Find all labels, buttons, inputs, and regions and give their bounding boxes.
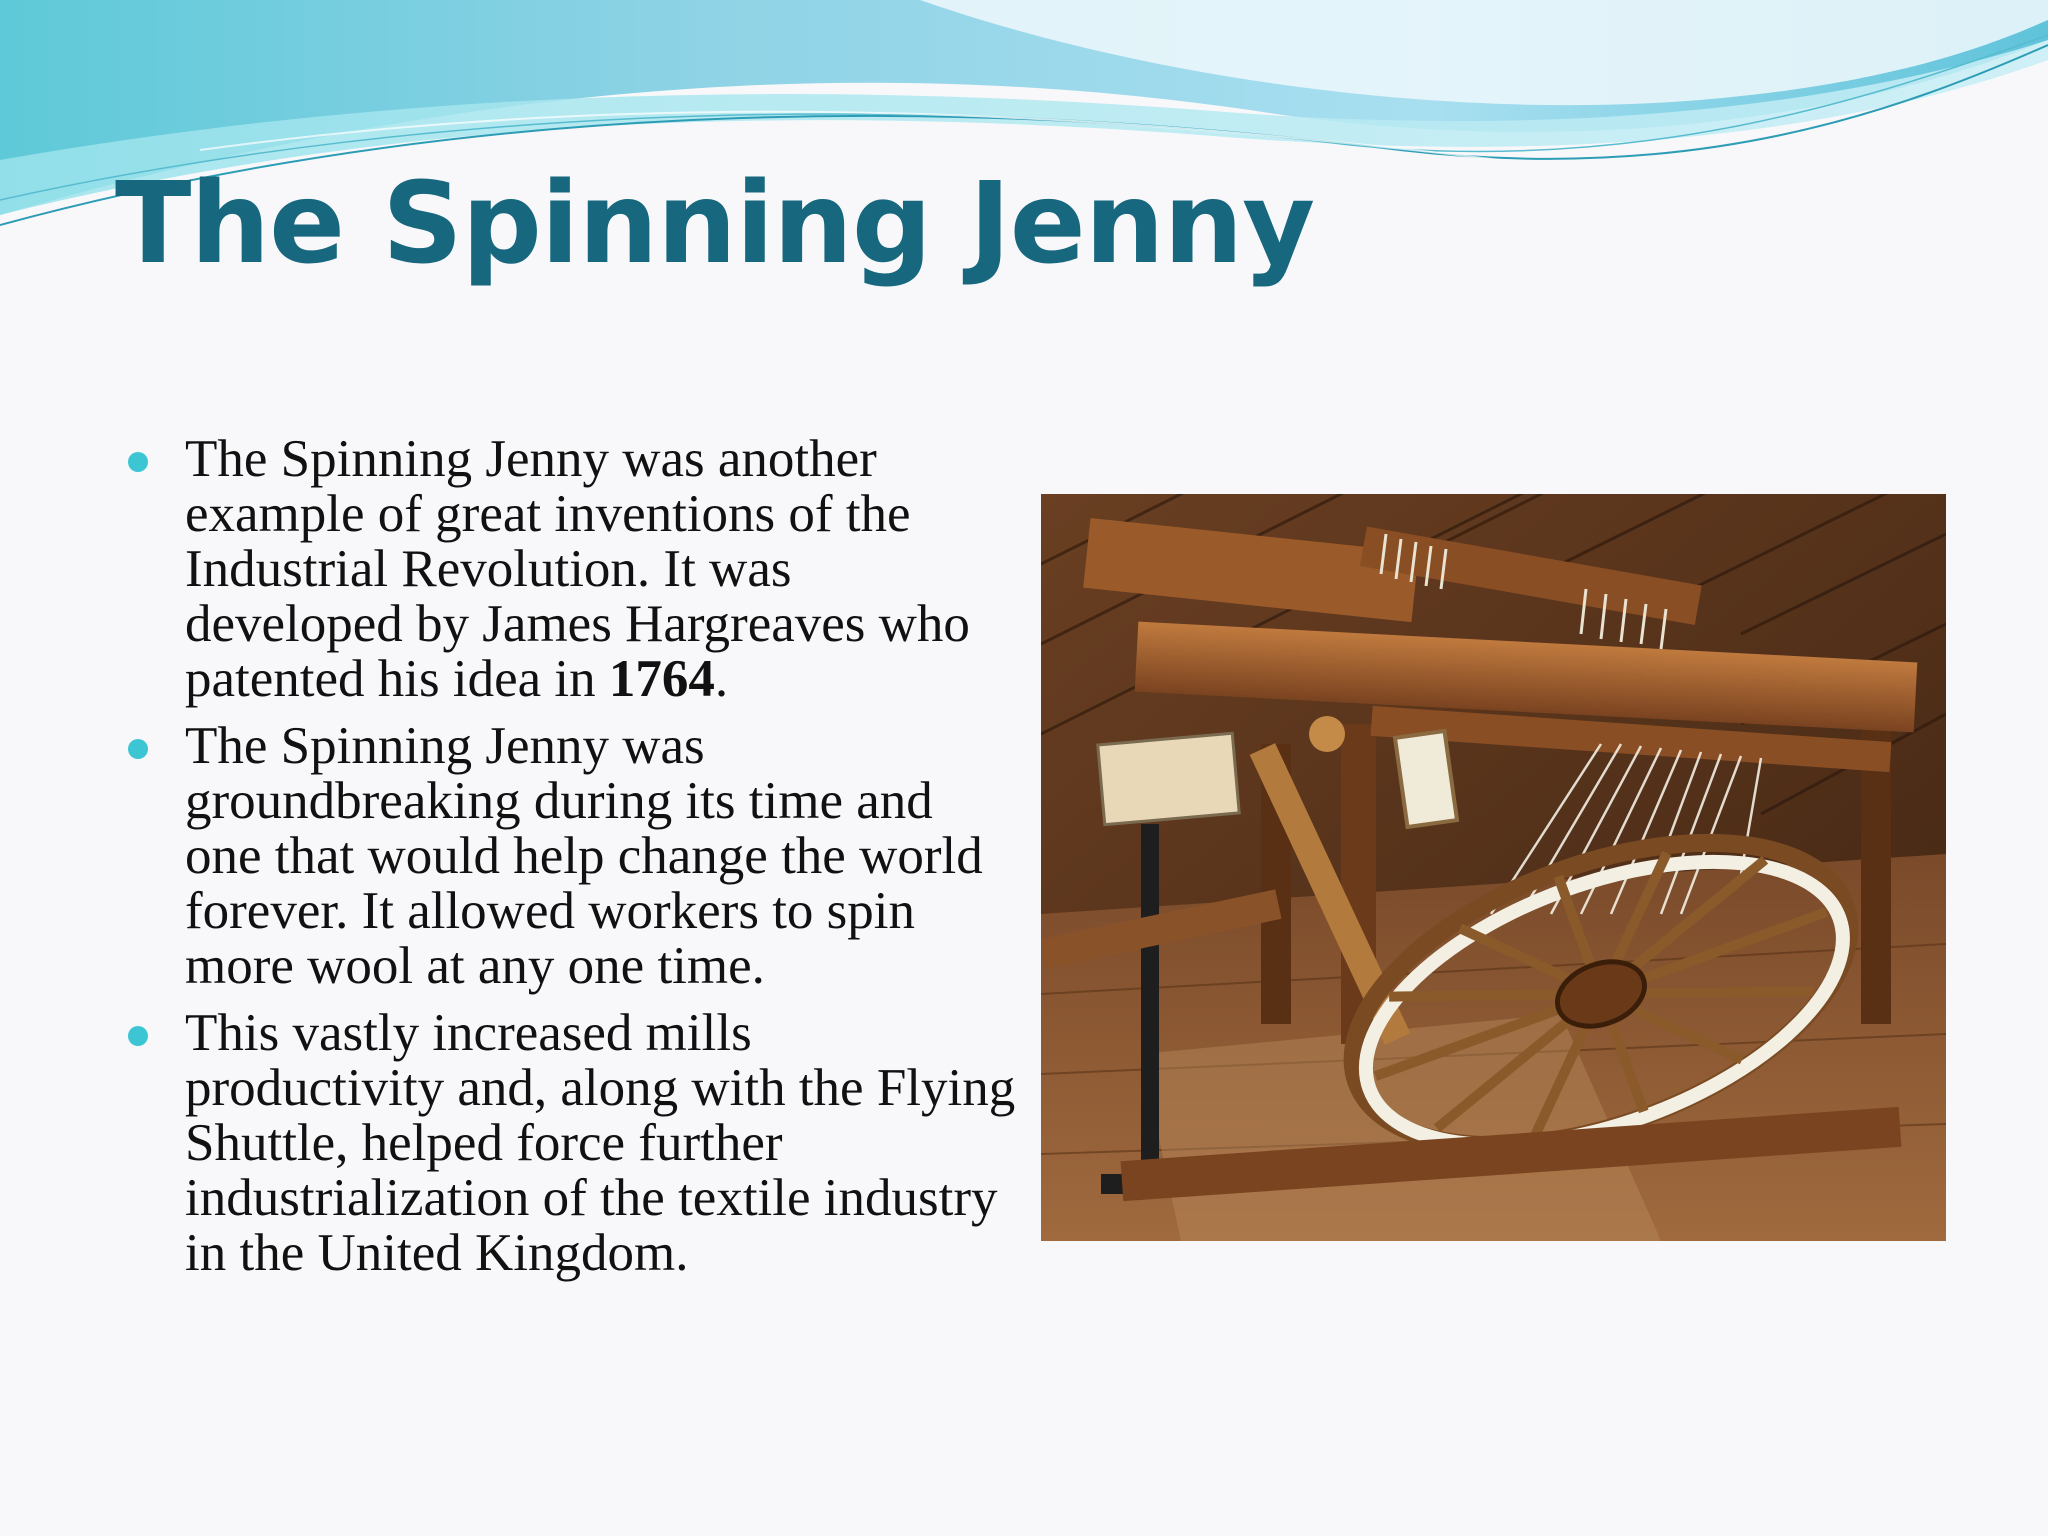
slide-title: The Spinning Jenny xyxy=(115,159,1315,289)
bullet-text-end: . xyxy=(714,650,729,708)
bullet-text: The Spinning Jenny was groundbreaking during its time and one that would help change the world forever. It allowed workers to spin more wool at any one time. xyxy=(185,717,983,995)
bullet-icon xyxy=(128,452,148,472)
spinning-jenny-photo xyxy=(1041,494,1946,1241)
bullet-icon xyxy=(128,1026,148,1046)
bullet-item xyxy=(120,432,1020,707)
bullet-list xyxy=(120,432,1020,1293)
bullet-year: 1764 xyxy=(608,650,715,708)
bullet-text: This vastly increased mills productivity and, along with the Flying Shuttle, helped force further industrialization of the textile industry in the United Kingdom. xyxy=(185,1004,1016,1282)
bullet-item xyxy=(120,1006,1020,1281)
bullet-icon xyxy=(128,739,148,759)
bullet-item xyxy=(120,719,1020,994)
bullet-text: The Spinning Jenny was another example of great inventions of the Industrial Revolution. It was developed by James Hargreaves who patented his idea in xyxy=(185,430,970,708)
